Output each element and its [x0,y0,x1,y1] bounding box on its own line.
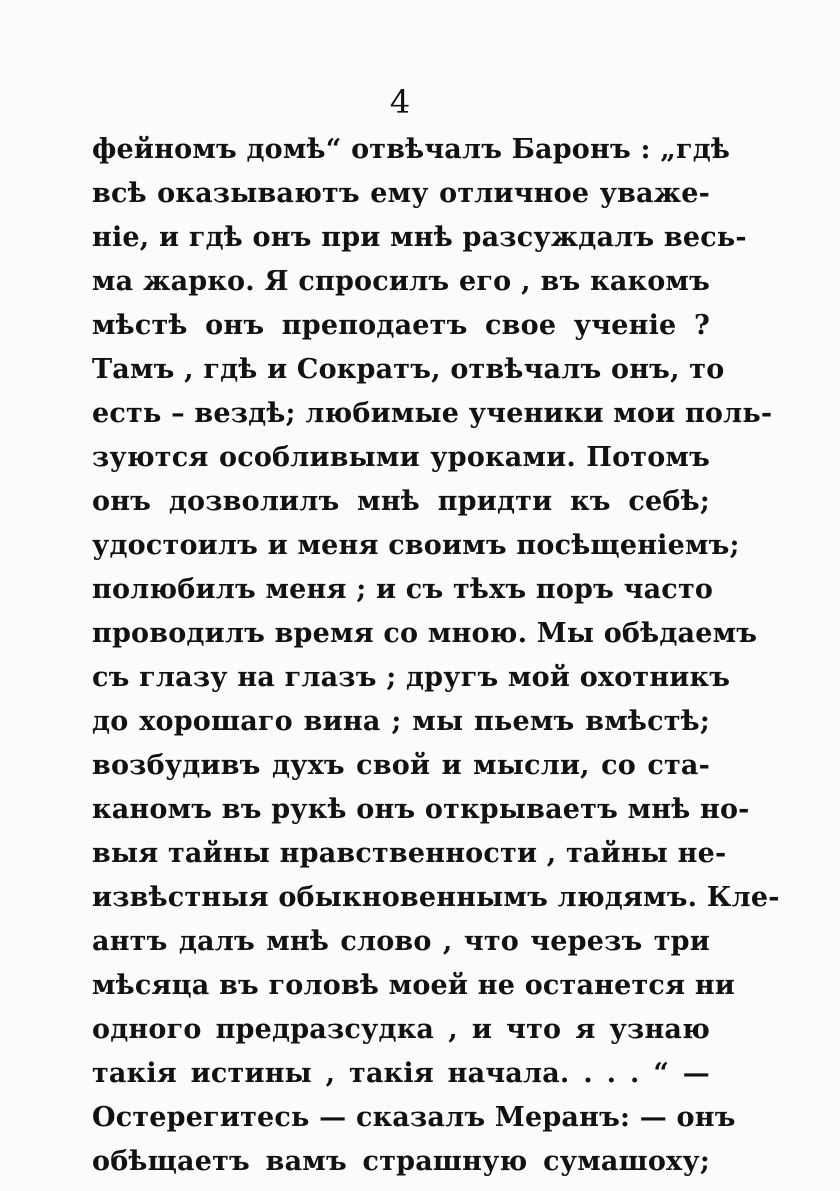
text-line: Остерегитесь — сказалъ Меранъ: — онъ [92,1102,736,1133]
text-line: каномъ въ рукѣ онъ открываетъ мнѣ но- [92,794,750,825]
text-line: удостоилъ и меня своимъ посѣщеніемъ; [92,530,740,561]
text-line: обѣщаетъ вамъ страшную сумашоху; [92,1146,710,1177]
text-line: одного предразсудка , и что я узнаю [92,1014,710,1045]
text-line: Тамъ , гдѣ и Сократъ, отвѣчалъ онъ, то [92,354,725,385]
text-line: до хорошаго вина ; мы пьемъ вмѣстѣ; [92,706,710,737]
text-line: мѣсяца въ головѣ моей не останется ни [92,970,736,1001]
page-number: 4 [389,83,411,121]
text-line: извѣстныя обыкновеннымъ людямъ. Кле- [92,882,780,913]
text-line: фейномъ домѣ“ отвѣчалъ Баронъ : „гдѣ [92,134,731,165]
text-line: полюбилъ меня ; и съ тѣхъ поръ часто [92,574,714,605]
text-line: возбудивъ духъ свой и мысли, со ста- [92,750,710,781]
text-line: ніе, и гдѣ онъ при мнѣ разсуждалъ весь- [92,222,747,253]
text-line: мѣстѣ онъ преподаетъ свое ученіе ? [92,310,710,341]
text-line: всѣ оказываютъ ему отличное уваже- [92,178,710,209]
text-line: выя тайны нравственности , тайны не- [92,838,727,869]
text-line: ма жарко. Я спросилъ его , въ какомъ [92,266,710,297]
text-line: есть – вездѣ; любимые ученики мои поль- [92,398,773,429]
text-line: онъ дозволилъ мнѣ придти къ себѣ; [92,486,710,517]
text-line: съ глазу на глазъ ; другъ мой охотникъ [92,662,731,693]
text-line: антъ далъ мнѣ слово , что черезъ три [92,926,710,957]
body-text [92,128,780,1184]
text-line: проводилъ время со мною. Мы обѣдаемъ [92,618,758,649]
text-line: такія истины , такія начала. . . . “ — [92,1058,710,1089]
text-line: зуются особливыми уроками. Потомъ [92,442,710,473]
